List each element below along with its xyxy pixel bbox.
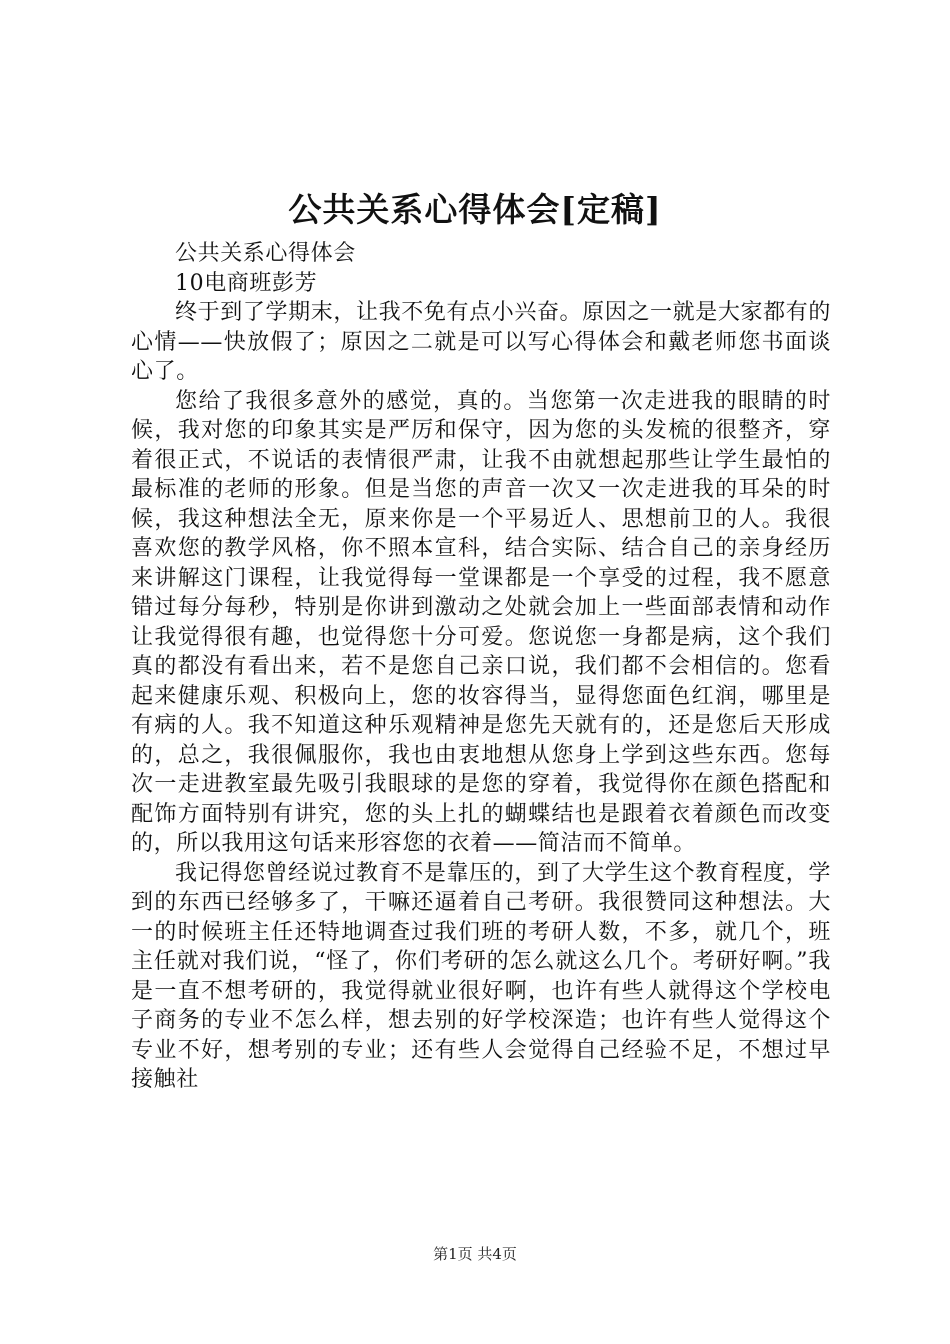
paragraph: 终于到了学期末，让我不免有点小兴奋。原因之一就是大家都有的心情——快放假了；原因之二就是可以写心得体会和戴老师您书面谈心了。 — [131, 300, 831, 384]
document-body — [131, 239, 831, 1095]
page-footer: 第1页 共4页 — [433, 1245, 517, 1263]
paragraph: 我记得您曾经说过教育不是靠压的，到了大学生这个教育程度，学到的东西已经够多了，干嘛还逼着自己考研。我很赞同这种想法。大一的时候班主任还特地调查过我们班的考研人数，不多，就几个，班主任就对我们说，“怪了，你们考研的怎么就这么几个。考研好啊。”我是一直不想考研的，我觉得就业很好啊，也许有些人就得这个学校电子商务的专业不怎么样，想去别的好学校深造；也许有些人觉得这个专业不好，想考别的专业；还有些人会觉得自己经验不足，不想过早接触社 — [131, 860, 831, 1092]
author-line: 10电商班彭芳 — [175, 270, 318, 296]
document-subtitle: 公共关系心得体会 — [175, 241, 356, 266]
document-title: 公共关系心得体会[定稿] — [288, 190, 662, 229]
paragraph: 您给了我很多意外的感觉，真的。当您第一次走进我的眼睛的时候，我对您的印象其实是严厉和保守，因为您的头发梳的很整齐，穿着很正式，不说话的表情很严肃，让我不由就想起那些让学生最怕的最标准的老师的形象。但是当您的声音一次又一次走进我的耳朵的时候，我这种想法全无，原来你是一个平易近人、思想前卫的人。我很喜欢您的教学风格，你不照本宣科，结合实际、结合自己的亲身经历来讲解这门课程，让我觉得每一堂课都是一个享受的过程，我不愿意错过每分每秒，特别是你讲到激动之处就会加上一些面部表情和动作让我觉得很有趣，也觉得您十分可爱。您说您一身都是病，这个我们真的都没有看出来，若不是您自己亲口说，我们都不会相信的。您看起来健康乐观、积极向上，您的妆容得当，显得您面色红润，哪里是有病的人。我不知道这种乐观精神是您先天就有的，还是您后天形成的，总之，我很佩服你，我也由衷地想从您身上学到这些东西。您每次一走进教室最先吸引我眼球的是您的穿着，我觉得你在颜色搭配和配饰方面特别有讲究，您的头上扎的蝴蝶结也是跟着衣着颜色而改变的，所以我用这句话来形容您的衣着——简洁而不简单。 — [131, 388, 831, 856]
